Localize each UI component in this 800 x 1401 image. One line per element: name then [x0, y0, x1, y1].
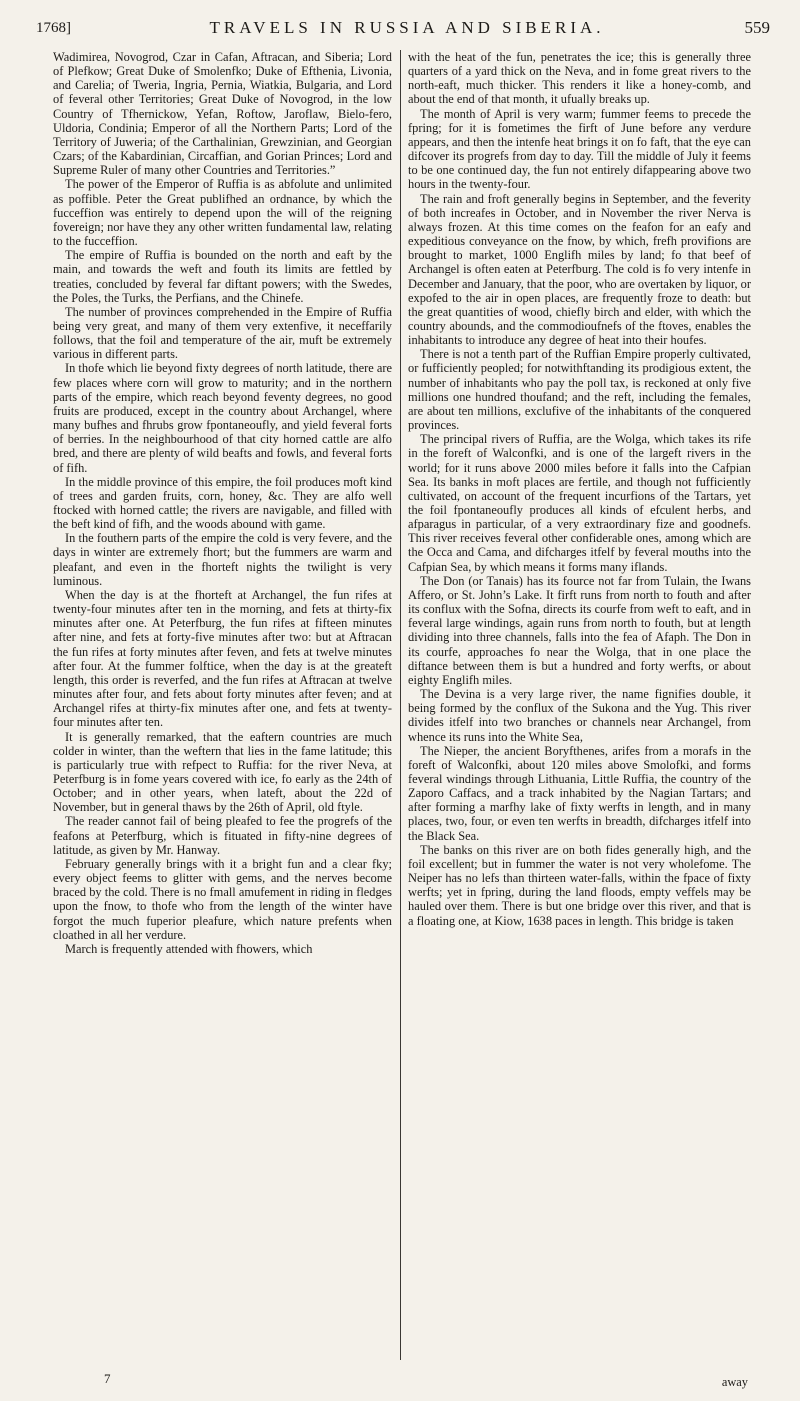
paragraph: In the fouthern parts of the empire the cold is very fevere, and the days in winter are extremely fhort; but the fummers are warm and pleafant, and even in the fhorteft nights the twilight is very luminous.	[53, 531, 392, 588]
paragraph: The Don (or Tanais) has its fource not far from Tulain, the Iwans Affero, or St. John’s Lake. It firft runs from north to fouth and after its conflux with the Sofna, directs its courfe from weft to eaft, and in feveral large windings, again runs from north to fouth, but at length dividing into three channels, falls into the fea of Afaph. The Don in its courfe, approaches fo near the Wolga, that in one place the diftance between them is but a hundred and forty werfts, or about eighty Englifh miles.	[408, 573, 751, 687]
header-year: 1768]	[36, 20, 71, 36]
paragraph: In the middle province of this empire, the foil produces moft kind of trees and garden fruits, corn, honey, &c. They are alfo well ftocked with horned cattle; the rivers are navigable, and filled with the beft kind of fifh, and the woods abound with game.	[53, 474, 392, 532]
left-column	[53, 50, 392, 956]
column-divider	[400, 50, 401, 1360]
right-column	[408, 50, 751, 928]
paragraph: The month of April is very warm; fummer feems to precede the fpring; for it is fometimes the firft of June before any verdure appears, and then the intenfe heat brings it on fo faft, that the eye can difcover its progrefs from day to day. Till the middle of July it feems to be one continued day, the fun not entirely difappearing above two hours in the twenty-four.	[408, 106, 751, 192]
paragraph: with the heat of the fun, penetrates the ice; this is generally three quarters of a yard thick on the Neva, and in fome great rivers to the north-eaft, much thicker. This renders it like a honey-comb, and about the end of that month, it ufually breaks up.	[408, 50, 751, 107]
paragraph: The power of the Emperor of Ruffia is as abfolute and unlimited as poffible. Peter the Great publifhed an ordnance, by which the fucceffion was entirely to depend upon the will of the reigning fovereign; nor have they any other written fundamental law, relating to the fucceffion.	[53, 177, 392, 249]
paragraph: The banks on this river are on both fides generally high, and the foil excellent; but in fummer the water is not very wholefome. The Neiper has no lefs than thirteen water-falls, within the fpace of fixty werfts; yet in fpring, during the land floods, empty veffels may be hauled over them. There is but one bridge over this river, and that is a floating one, at Kiow, 1638 paces in length. This bridge is taken	[408, 842, 751, 928]
page-number: 559	[744, 18, 770, 37]
paragraph: February generally brings with it a bright fun and a clear fky; every object feems to glitter with gems, and the nerves become braced by the cold. There is no fmall amufement in riding in fledges upon the fnow, to thofe who from the length of the winter have forgot the much fuperior pleafure, which nature prefents when cloathed in all her verdure.	[53, 856, 392, 942]
paragraph: The Nieper, the ancient Boryfthenes, arifes from a morafs in the foreft of Walconfki, about 120 miles above Smolofki, and forms feveral windings through Lithuania, Little Ruffia, the country of the Zaporo Caffacs, and a track inhabited by the Nagian Tartars; and after forming a marfhy lake of fixty werfts in length, and in many places, two, four, or even ten werfts in breadth, difcharges itfelf into the Black Sea.	[408, 743, 751, 843]
catchword: away	[721, 1375, 748, 1389]
signature-mark: 7	[104, 1371, 111, 1386]
paragraph: It is generally remarked, that the eaftern countries are much colder in winter, than the weftern that lies in the fame latitude; this is particularly true with refpect to Ruffia: for the river Neva, at Peterfburg is in fome years covered with ice, fo early as the 24th of October; and in other years, when lateft, about the 22d of November, but in general thaws by the 26th of April, old ftyle.	[53, 729, 392, 815]
paragraph: March is frequently attended with fhowers, which	[65, 941, 313, 956]
paragraph: The Devina is a very large river, the name fignifies double, it being formed by the conflux of the Sukona and the Yug. This river divides itfelf into two branches or channels near Archangel, from whence its runs into the White Sea,	[408, 687, 751, 744]
header-title: TRAVELS IN RUSSIA AND SIBERIA.	[209, 18, 605, 37]
paragraph: The principal rivers of Ruffia, are the Wolga, which takes its rife in the foreft of Walconfki, and is one of the largeft rivers in the world; for it runs above 2000 miles before it falls into the Cafpian Sea. Its banks in moft places are fertile, and though not fufficiently cultivated, on account of the frequent incurfions of the Tartars, yet the foil fpontaneoufly produces all kinds of efculent herbs, and afparagus in particular, of a very extraordinary fize and goodnefs. This river receives feveral other confiderable ones, among which are the Occa and Cama, and difcharges itfelf by feveral mouths into the Cafpian Sea, by which means it forms many iflands.	[408, 432, 751, 574]
paragraph: When the day is at the fhorteft at Archangel, the fun rifes at twenty-four minutes after ten in the morning, and fets at thirty-fix minutes after one. At Peterfburg, the fun rifes at fifteen minutes after nine, and fets at forty-five minutes after two: but at Aftracan the fun rifes at forty minutes after feven, and fets at twelve minutes after four. At the fummer folftice, when the day is at the greateft length, this order is reverfed, and the fun rifes at Aftracan at twelve minutes after four, and fets about forty minutes after feven; and at Archangel rifes at thirty-fix minutes after one, and fets at twenty-four minutes after ten.	[53, 587, 392, 730]
paragraph: There is not a tenth part of the Ruffian Empire properly cultivated, or fufficiently peopled; for notwithftanding its prodigious extent, the number of inhabitants who pay the poll tax, is reckoned at only five millions one hundred thoufand; and the reft, including the females, are about ten millions, exclufive of the inhabitants of the conquered provinces.	[408, 347, 751, 433]
paragraph: In thofe which lie beyond fixty degrees of north latitude, there are few places where corn will grow to maturity; and in the northern parts of the empire, which reach beyond feventy degrees, no good fruits are produced, except in the country about Archangel, where many bufhes and fhrubs grow fpontaneoufly, and yield feveral forts of berries. In the neighbourhood of that city horned cattle are alfo bred, and there are plenty of wild beafts and fowls, and feveral forts of fifh.	[53, 361, 392, 475]
paragraph: The empire of Ruffia is bounded on the north and eaft by the main, and towards the weft and fouth its limits are fettled by treaties, concluded by feveral far diftant powers; with the Swedes, the Poles, the Turks, the Perfians, and the Chinefe.	[53, 248, 392, 305]
running-header	[36, 18, 770, 42]
paragraph: The rain and froft generally begins in September, and the feverity of both increafes in October, and in November the river Nerva is always frozen. At this time comes on the feafon for an eafy and expeditious conveyance on the fnow, by which, frefh provifions are brought to market, 1000 Englifh miles by land; fo that beef of Archangel is often eaten at Peterfburg. The cold is fo very intenfe in December and January, that the poor, who are overtaken by liquor, or expofed to the air in open places, are frequently froze to death: but the great quantities of wood, chiefly birch and elder, with which the country abounds, and the commodioufnefs of the ftoves, enables the inhabitants to introduce any degree of heat into their houfes.	[408, 191, 751, 348]
paragraph: Wadimirea, Novogrod, Czar in Cafan, Aftracan, and Siberia; Lord of Plefkow; Great Duke of Smolenfko; Duke of Efthenia, Livonia, and Carelia; of Tweria, Ingria, Pernia, Wiatkia, Bulgaria, and Lord of feveral other Territories; Great Duke of Novogrod, in the low Country of Tfhernickow, Yefan, Roftow, Jaroflaw, Bielo-fero, Uldoria, Condinia; Emperor of all the Northern Parts; Lord of the Territory of Juweria; of the Carthalinian, Grewzinian, and Georgian Czars; of the Kabardinian, Circaffian, and Gorian Princes; Lord and Supreme Ruler of many other Countries and Territories.”	[53, 50, 392, 178]
paragraph: The number of provinces comprehended in the Empire of Ruffia being very great, and many of them very extenfive, it neceffarily follows, that the foil and temperature of the air, muft be extremely various in different parts.	[53, 304, 392, 362]
paragraph: The reader cannot fail of being pleafed to fee the progrefs of the feafons at Peterfburg, which is fituated in fifty-nine degrees of latitude, as given by Mr. Hanway.	[53, 814, 392, 857]
